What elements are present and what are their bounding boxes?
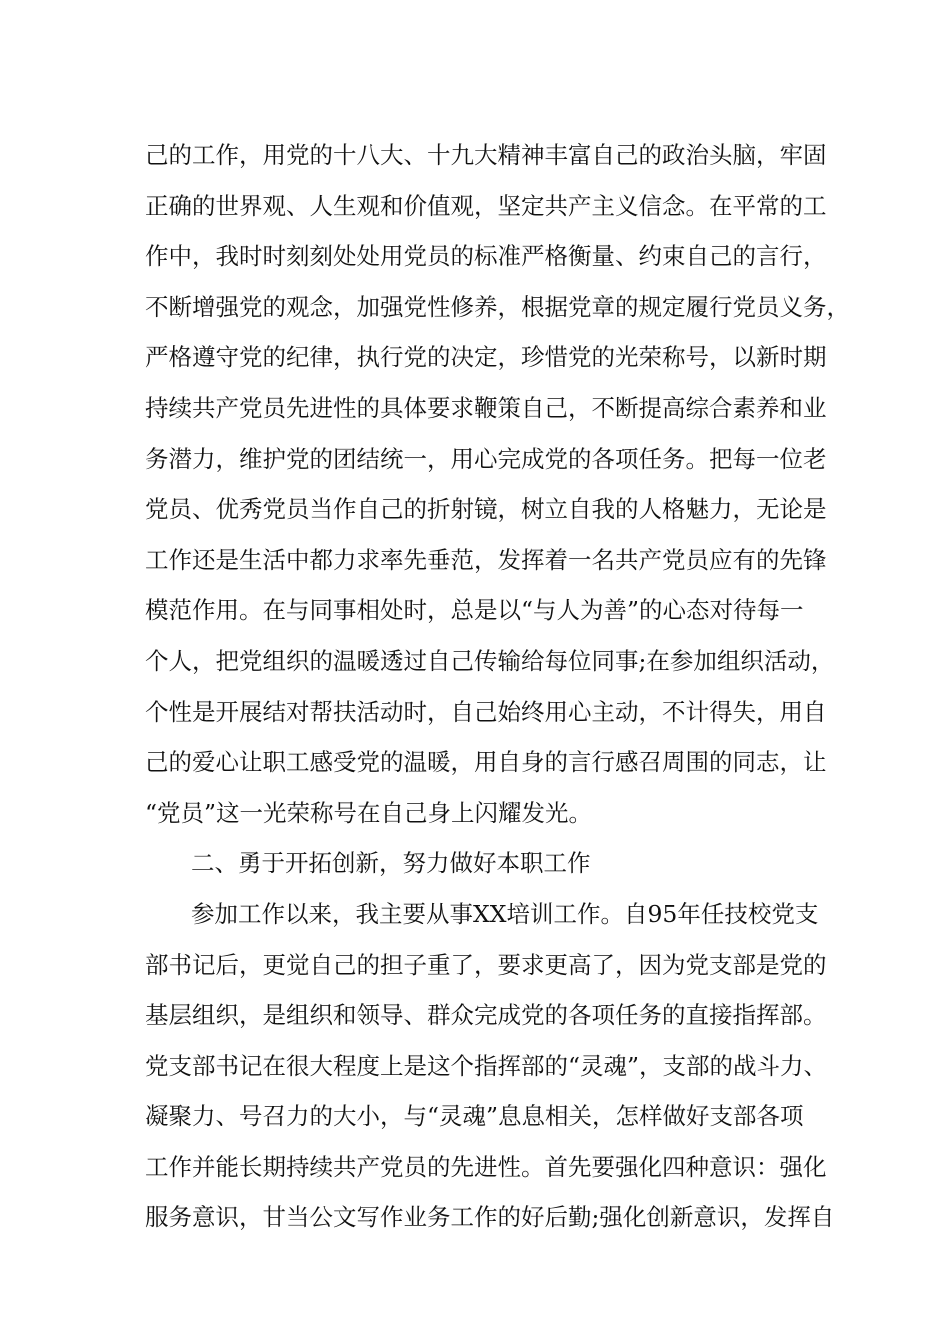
- text-line-3: 作中，我时时刻刻处处用党员的标准严格衡量、约束自己的言行，: [145, 242, 827, 271]
- text-line-6: 持续共产党员先进性的具体要求鞭策自己，不断提高综合素养和业: [145, 393, 827, 422]
- text-line-14: “党员”这一光荣称号在自己身上闪耀发光。: [145, 798, 593, 827]
- document-body: [145, 130, 850, 1243]
- text-line-18: 基层组织，是组织和领导、群众完成党的各项任务的直接指挥部。: [145, 1001, 827, 1030]
- text-line-10: 模范作用。在与同事相处时，总是以“与人为善”的心态对待每一: [145, 596, 804, 625]
- text-line-1: 己的工作，用党的十八大、十九大精神丰富自己的政治头脑，牢固: [145, 141, 827, 169]
- text-line-13: 己的爱心让职工感受党的温暖，用自身的言行感召周围的同志，让: [145, 748, 827, 777]
- text-line-11: 个人，把党组织的温暖透过自己传输给每位同事;在参加组织活动，: [145, 646, 835, 675]
- text-line-5: 严格遵守党的纪律，执行党的决定，珍惜党的光荣称号，以新时期: [145, 343, 827, 372]
- text-line-21: 工作并能长期持续共产党员的先进性。首先要强化四种意识：强化: [145, 1152, 827, 1181]
- text-line-2: 正确的世界观、人生观和价值观，坚定共产主义信念。在平常的工: [145, 191, 827, 220]
- text-line-9: 工作还是生活中都力求率先垂范，发挥着一名共产党员应有的先锋: [145, 545, 827, 574]
- text-line-17: 部书记后，更觉自己的担子重了，要求更高了，因为党支部是党的: [145, 950, 827, 979]
- text-line-12: 个性是开展结对帮扶活动时，自己始终用心主动，不计得失，用自: [145, 697, 827, 726]
- section-heading: 二、勇于开拓创新，努力做好本职工作: [191, 849, 591, 878]
- text-line-8: 党员、优秀党员当作自己的折射镜，树立自我的人格魅力，无论是: [145, 495, 827, 524]
- text-line-4: 不断增强党的观念，加强党性修养，根据党章的规定履行党员义务，: [145, 292, 850, 321]
- text-line-16: 参加工作以来，我主要从事XX培训工作。自95年任技校党支: [191, 899, 819, 928]
- text-line-7: 务潜力，维护党的团结统一，用心完成党的各项任务。把每一位老: [145, 444, 827, 473]
- text-line-20: 凝聚力、号召力的大小，与“灵魂”息息相关，怎样做好支部各项: [145, 1102, 804, 1131]
- text-line-19: 党支部书记在很大程度上是这个指挥部的“灵魂”，支部的战斗力、: [145, 1051, 828, 1080]
- text-line-22: 服务意识，甘当公文写作业务工作的好后勤;强化创新意识，发挥自: [145, 1203, 835, 1232]
